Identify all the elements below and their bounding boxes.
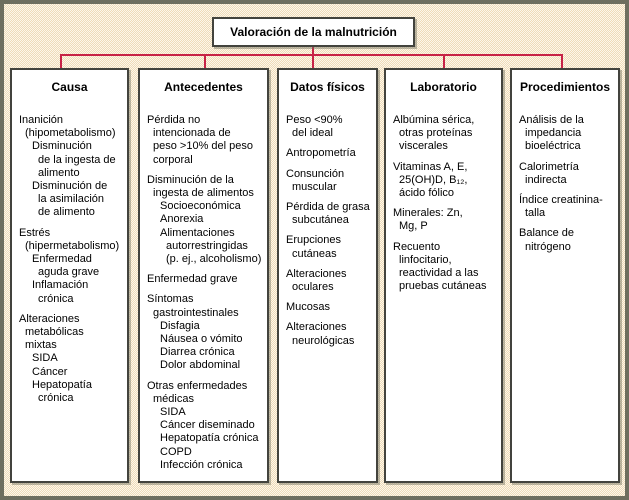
text-group xyxy=(19,313,123,405)
text-line: Calorimetría xyxy=(519,160,579,173)
text-line: mixtas xyxy=(25,339,57,352)
text-line: viscerales xyxy=(399,140,448,153)
text-line: médicas xyxy=(153,392,194,405)
text-line: nitrógeno xyxy=(525,240,571,253)
text-line: neurológicas xyxy=(292,334,355,347)
text-line: Cáncer diseminado xyxy=(160,419,255,432)
text-line: Enfermedad grave xyxy=(147,273,238,286)
text-line: Socioeconómica xyxy=(160,200,241,213)
text-line: Vitaminas A, E, xyxy=(393,160,468,173)
text-line: gastrointestinales xyxy=(153,306,239,319)
text-line: Hepatopatía crónica xyxy=(160,432,259,445)
text-line: linfocitario, xyxy=(399,253,452,266)
text-group xyxy=(519,114,614,154)
text-line: muscular xyxy=(292,180,337,193)
text-line: Índice creatinina- xyxy=(519,194,603,207)
text-group xyxy=(147,114,263,167)
text-line: Minerales: Zn, xyxy=(393,207,463,220)
text-line: Albúmina sérica, xyxy=(393,114,475,126)
text-line: Alimentaciones xyxy=(160,226,235,239)
connector-horizontal-bar xyxy=(60,54,563,56)
text-line: Peso <90% xyxy=(286,114,343,126)
text-line: Balance de xyxy=(519,227,575,240)
text-line: Consunción xyxy=(286,167,345,180)
column-header-procedimientos: Procedimientos xyxy=(519,80,611,94)
column-laboratorio xyxy=(384,68,503,483)
text-group xyxy=(286,114,372,140)
connector-drop-causa xyxy=(60,54,62,68)
text-line: de alimento xyxy=(38,206,95,219)
text-line: subcutánea xyxy=(292,214,349,227)
text-group xyxy=(519,227,614,253)
column-header-laboratorio: Laboratorio xyxy=(410,80,477,94)
text-line: Disfagia xyxy=(160,319,200,332)
text-line: Infección crónica xyxy=(160,458,243,471)
text-line: Alteraciones xyxy=(286,267,347,280)
text-line: SIDA xyxy=(160,406,186,419)
diagram-title: Valoración de la malnutrición xyxy=(230,25,397,39)
connector-drop-procedimientos xyxy=(561,54,563,68)
text-line: crónica xyxy=(38,292,74,305)
column-header-datos-fisicos: Datos físicos xyxy=(290,80,365,94)
text-line: Alteraciones xyxy=(286,321,347,334)
text-line: aguda grave xyxy=(38,266,100,279)
text-line: ácido fólico xyxy=(399,187,455,200)
text-line: 25(OH)D, B₁₂, xyxy=(399,173,468,186)
connector-drop-laboratorio xyxy=(443,54,445,68)
text-line: alimento xyxy=(38,166,80,179)
text-line: intencionada de xyxy=(153,127,231,140)
column-causa xyxy=(10,68,129,483)
text-line: (hipometabolismo) xyxy=(25,127,116,140)
text-group xyxy=(147,380,263,472)
text-line: impedancia xyxy=(525,127,582,140)
diagram-title-box xyxy=(212,17,415,47)
text-line: de la ingesta de xyxy=(38,153,116,166)
text-line: Náusea o vómito xyxy=(160,333,243,346)
text-line: Anorexia xyxy=(160,213,204,226)
text-group xyxy=(19,114,123,220)
text-line: Análisis de la xyxy=(519,114,584,126)
text-line: Síntomas xyxy=(147,293,194,306)
text-line: Pérdida no xyxy=(147,114,201,126)
column-body-antecedentes xyxy=(140,94,267,472)
text-line: Disminución xyxy=(32,140,92,153)
column-body-datos-fisicos xyxy=(279,94,376,348)
text-line: Disminución de la xyxy=(147,173,234,186)
text-group xyxy=(393,161,497,201)
column-body-procedimientos xyxy=(512,94,618,254)
text-line: Disminución de xyxy=(32,180,108,193)
text-line: Antropometría xyxy=(286,147,356,160)
text-line: Dolor abdominal xyxy=(160,359,241,372)
text-line: crónica xyxy=(38,392,74,405)
column-header-antecedentes: Antecedentes xyxy=(164,80,243,94)
column-antecedentes xyxy=(138,68,269,483)
text-line: indirecta xyxy=(525,173,567,186)
text-line: Inanición xyxy=(19,114,64,126)
column-body-causa xyxy=(12,94,127,405)
text-line: Hepatopatía xyxy=(32,378,92,391)
text-line: cutáneas xyxy=(292,247,337,260)
text-line: Cáncer xyxy=(32,365,68,378)
text-line: bioeléctrica xyxy=(525,140,581,153)
text-group xyxy=(286,168,372,194)
text-line: Recuento xyxy=(393,240,441,253)
column-procedimientos xyxy=(510,68,620,483)
text-line: metabólicas xyxy=(25,326,84,339)
text-line: talla xyxy=(525,207,546,220)
text-line: Estrés xyxy=(19,226,51,239)
text-group xyxy=(286,147,372,160)
text-group xyxy=(393,114,497,154)
text-group xyxy=(147,293,263,372)
text-line: peso >10% del peso xyxy=(153,140,253,153)
text-line: la asimilación xyxy=(38,193,105,206)
text-line: oculares xyxy=(292,281,334,294)
text-group xyxy=(19,227,123,306)
text-line: Inflamación xyxy=(32,279,89,292)
text-line: Mg, P xyxy=(399,220,428,233)
text-line: SIDA xyxy=(32,352,58,365)
column-datos-fisicos xyxy=(277,68,378,483)
connector-title-stem xyxy=(312,45,314,68)
text-group xyxy=(147,174,263,266)
text-line: ingesta de alimentos xyxy=(153,187,254,200)
text-group xyxy=(393,207,497,233)
text-line: Enfermedad xyxy=(32,253,92,266)
connector-drop-antecedentes xyxy=(204,54,206,68)
text-line: reactividad a las xyxy=(399,267,479,280)
text-group xyxy=(286,321,372,347)
text-line: COPD xyxy=(160,445,192,458)
text-line: Otras enfermedades xyxy=(147,379,248,392)
text-group xyxy=(286,268,372,294)
text-line: autorrestringidas xyxy=(166,239,248,252)
text-line: Erupciones xyxy=(286,234,342,247)
text-line: Diarrea crónica xyxy=(160,346,235,359)
text-line: otras proteínas xyxy=(399,127,473,140)
text-line: Mucosas xyxy=(286,301,331,314)
text-group xyxy=(147,273,263,286)
text-line: Pérdida de grasa xyxy=(286,201,370,214)
text-line: (p. ej., alcoholismo) xyxy=(166,253,262,266)
column-body-laboratorio xyxy=(386,94,501,293)
text-line: pruebas cutáneas xyxy=(399,280,487,293)
text-group xyxy=(286,301,372,314)
text-group xyxy=(519,161,614,187)
text-line: corporal xyxy=(153,153,193,166)
text-line: (hipermetabolismo) xyxy=(25,239,120,252)
column-header-causa: Causa xyxy=(51,80,88,94)
text-group xyxy=(286,234,372,260)
text-line: del ideal xyxy=(292,127,333,140)
text-group xyxy=(393,241,497,294)
text-group xyxy=(519,194,614,220)
text-line: Alteraciones xyxy=(19,312,80,325)
text-group xyxy=(286,201,372,227)
